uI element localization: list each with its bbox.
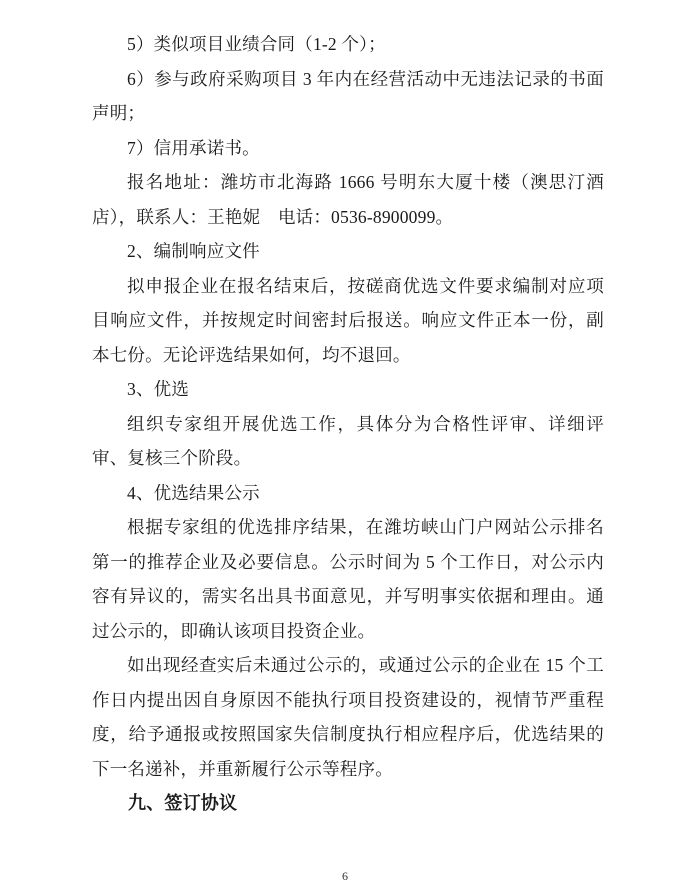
document-body [92,0,604,821]
paragraph-step-4-body-2: 如出现经查实后未通过公示的，或通过公示的企业在 15 个工作日内提出因自身原因不能执行项目投资建设的，视情节严重程度，给予通报或按照国家失信制度执行相应程序后，优选结果的下一名递补，并重新履行公示等程序。 [92,655,604,779]
paragraph-attachment-5: 5）类似项目业绩合同（1-2 个）； [127,34,386,54]
paragraph-step-3-body: 组织专家组开展优选工作，具体分为合格性评审、详细评审、复核三个阶段。 [92,413,604,468]
paragraph-attachment-6: 6）参与政府采购项目 3 年内在经营活动中无违法记录的书面声明； [92,68,604,123]
paragraph-step-2-body: 拟申报企业在报名结束后，按磋商优选文件要求编制对应项目响应文件，并按规定时间密封后报送。响应文件正本一份，副本七份。无论评选结果如何，均不退回。 [92,275,604,365]
paragraph-attachment-7: 7）信用承诺书。 [127,137,260,158]
paragraph-registration-address: 报名地址：潍坊市北海路 1666 号明东大厦十楼（澳思汀酒店），联系人：王艳妮 电话：0536-8900099。 [92,172,604,227]
paragraph-step-2-title: 2、编制响应文件 [127,241,260,261]
paragraph-step-4-body: 根据专家组的优选排序结果，在潍坊峡山门户网站公示排名第一的推荐企业及必要信息。公示时间为 5 个工作日，对公示内容有异议的，需实名出具书面意见，并写明事实依据和理由。通过公示的，即确认该项目投资企业。 [92,517,604,641]
paragraph-step-3-title: 3、优选 [127,379,190,399]
paragraph-step-4-title: 4、优选结果公示 [127,482,260,503]
heading-sign-agreement: 九、签订协议 [128,793,238,813]
page-number: 6 [342,869,348,883]
